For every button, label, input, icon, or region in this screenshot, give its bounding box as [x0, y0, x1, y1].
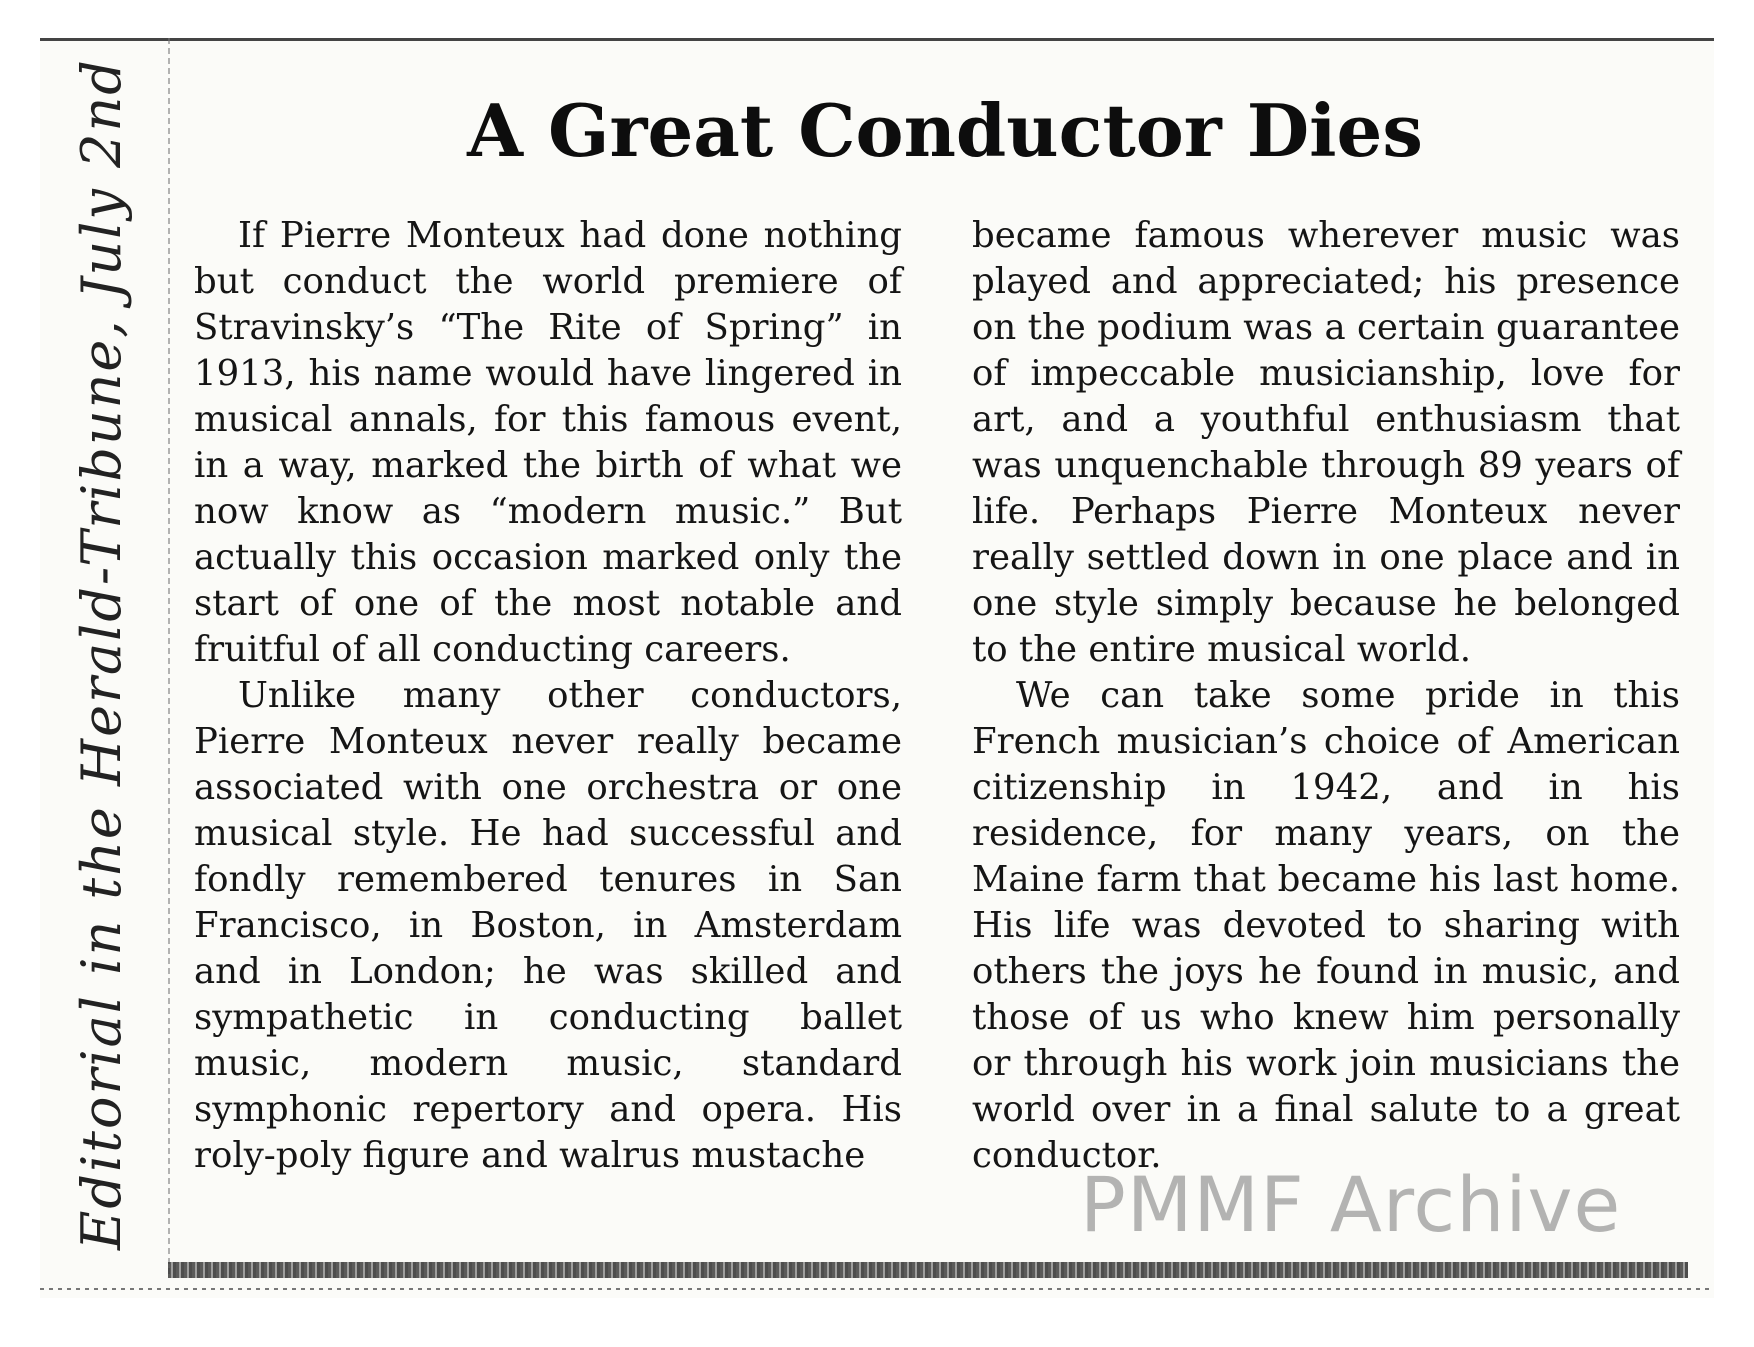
bottom-rule-band — [168, 1262, 1688, 1278]
paragraph: Unlike many other conductors, Pierre Monteux never really became associated with one orchestra or one musical style. He had successful and fondly remembered tenures in San Francisco, in Boston, in Amsterdam and in London; he was skilled and sympathetic in conducting ballet music, modern music, standard symphonic repertory and opera. His roly-poly figure and walrus mustache — [194, 675, 902, 1176]
right-column — [972, 213, 1680, 1179]
paragraph: We can take some pride in this French musician’s choice of American citizenship in 1942, and in his residence, for many years, on the Maine farm that became his last home. His life was devoted to sharing with others the joys he found in music, and those of us who knew him personally or through his work join musicians the world over in a final salute to a great conductor. — [972, 675, 1680, 1176]
handwritten-margin-note: Editorial in the Herald-Tribune, July 2nd — [70, 58, 133, 1250]
left-column — [194, 213, 902, 1179]
headline: A Great Conductor Dies — [467, 88, 1423, 173]
left-margin-rule — [168, 38, 170, 1278]
paragraph-continued: became famous wherever music was played and appreciated; his presence on the podium was a certain guarantee of impeccable musicianship, love for art, and a youthful enthusiasm that was unquenchable through 89 years of life. Perhaps Pierre Monteux never really settled down in one place and in one style simply because he belonged to the entire musical world. — [972, 215, 1680, 670]
top-rule — [40, 38, 1714, 41]
paragraph: If Pierre Monteux had done nothing but conduct the world premiere of Stravinsky’s “The Rite of Spring” in 1913, his name would have lingered in musical annals, for this famous event, in a way, marked the birth of what we now know as “modern music.” But actually this occasion marked only the start of one of the most notable and fruitful of all conducting careers. — [194, 215, 902, 670]
bottom-rule — [40, 1288, 1714, 1290]
archive-watermark: PMMF Archive — [1080, 1160, 1622, 1249]
